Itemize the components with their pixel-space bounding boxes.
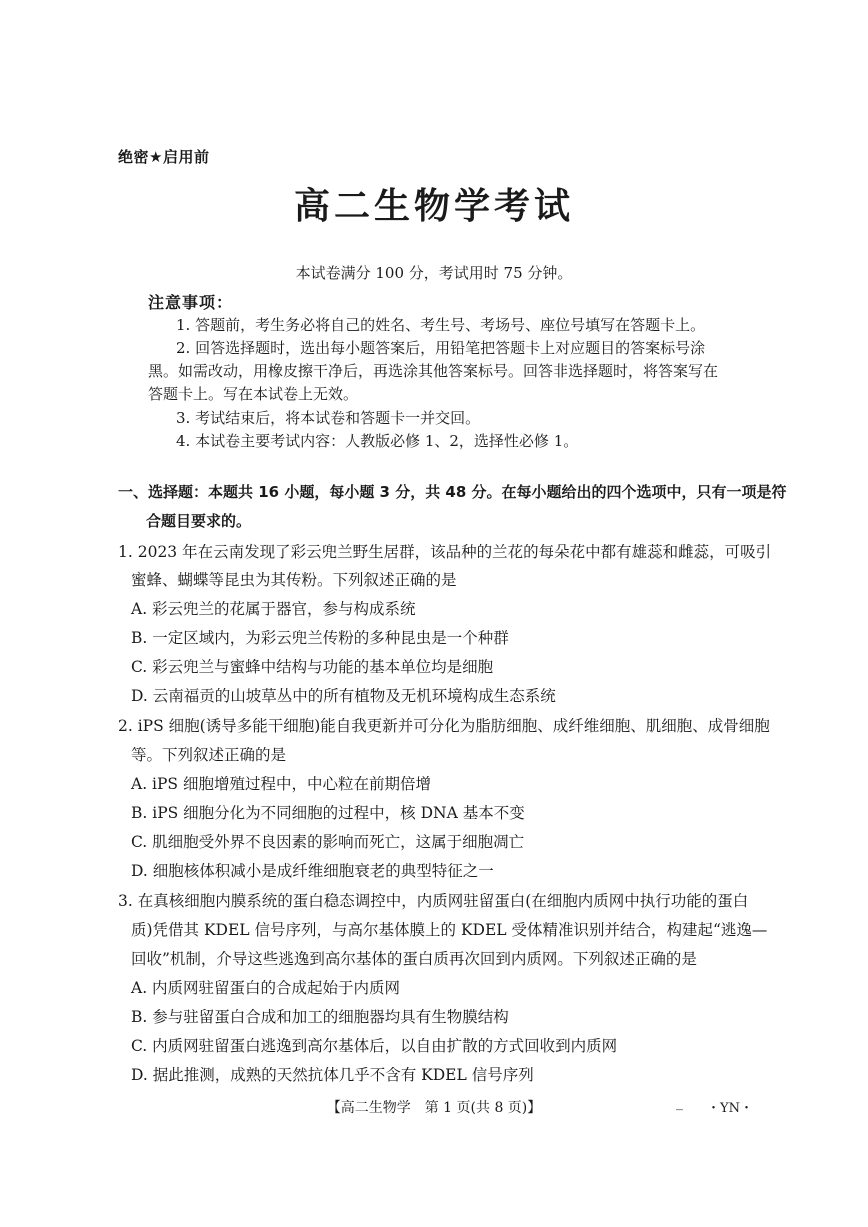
question-2-stem: 等。下列叙述正确的是 [131, 746, 287, 764]
notice-line: 1. 答题前，考生务必将自己的姓名、考生号、考场号、座位号填写在答题卡上。 [176, 316, 706, 334]
question-1-stem: 1. 2023 年在云南发现了彩云兜兰野生居群，该品种的兰花的每朵花中都有雄蕊和雌蕊，可吸引 [118, 543, 772, 561]
question-1-option-a: A. 彩云兜兰的花属于器官，参与构成系统 [131, 600, 416, 618]
notice-line: 答题卡上。写在本试卷上无效。 [148, 385, 359, 403]
question-3-stem: 质)凭借其 KDEL 信号序列，与高尔基体膜上的 KDEL 受体精准识别并结合，构建起“逃逸— [131, 921, 768, 939]
footer-dash: _ [676, 1095, 683, 1111]
footer-code: ・YN・ [707, 1101, 753, 1116]
section-heading-cont: 合题目要求的。 [146, 512, 252, 530]
question-1-option-b: B. 一定区域内，为彩云兜兰传粉的多种昆虫是一个种群 [131, 629, 509, 647]
question-2-option-d: D. 细胞核体积减小是成纤维细胞衰老的典型特征之一 [131, 862, 494, 880]
question-2-option-a: A. iPS 细胞增殖过程中，中心粒在前期倍增 [131, 775, 431, 793]
question-3-stem: 3. 在真核细胞内膜系统的蛋白稳态调控中，内质网驻留蛋白(在细胞内质网中执行功能的蛋白 [118, 892, 749, 910]
question-3-option-d: D. 据此推测，成熟的天然抗体几乎不含有 KDEL 信号序列 [131, 1066, 534, 1084]
notice-line: 4. 本试卷主要考试内容：人教版必修 1、2，选择性必修 1。 [176, 432, 579, 450]
confidential-label: 绝密★启用前 [118, 148, 210, 166]
question-1-option-d: D. 云南福贡的山坡草丛中的所有植物及无机环境构成生态系统 [131, 687, 556, 705]
question-2-option-c: C. 肌细胞受外界不良因素的影响而死亡，这属于细胞凋亡 [131, 833, 525, 851]
notice-line: 黑。如需改动，用橡皮擦干净后，再选涂其他答案标号。回答非选择题时，将答案写在 [148, 362, 719, 380]
notice-line: 2. 回答选择题时，选出每小题答案后，用铅笔把答题卡上对应题目的答案标号涂 [176, 339, 706, 357]
question-2-stem: 2. iPS 细胞(诱导多能干细胞)能自我更新并可分化为脂肪细胞、成纤维细胞、肌细胞、成骨细胞 [118, 717, 770, 735]
question-3-stem: 回收”机制，介导这些逃逸到高尔基体的蛋白质再次回到内质网。下列叙述正确的是 [131, 950, 697, 968]
score-time-line: 本试卷满分 100 分，考试用时 75 分钟。 [295, 264, 573, 282]
question-2-option-b: B. iPS 细胞分化为不同细胞的过程中，核 DNA 基本不变 [131, 804, 525, 822]
question-3-option-a: A. 内质网驻留蛋白的合成起始于内质网 [131, 979, 401, 997]
question-1-stem: 蜜蜂、蝴蝶等昆虫为其传粉。下列叙述正确的是 [131, 571, 457, 589]
section-heading: 一、选择题：本题共 16 小题，每小题 3 分，共 48 分。在每小题给出的四个选项中，只有一项是符 [118, 483, 787, 501]
notice-line: 3. 考试结束后，将本试卷和答题卡一并交回。 [176, 409, 481, 427]
question-1-option-c: C. 彩云兜兰与蜜蜂中结构与功能的基本单位均是细胞 [131, 658, 494, 676]
notice-heading: 注意事项： [148, 293, 234, 312]
page-title: 高二生物学考试 [293, 186, 574, 227]
question-3-option-c: C. 内质网驻留蛋白逃逸到高尔基体后，以自由扩散的方式回收到内质网 [131, 1037, 618, 1055]
question-3-option-b: B. 参与驻留蛋白合成和加工的细胞器均具有生物膜结构 [131, 1008, 509, 1026]
page-footer: 【高二生物学 第 1 页(共 8 页)】 [326, 1100, 542, 1116]
